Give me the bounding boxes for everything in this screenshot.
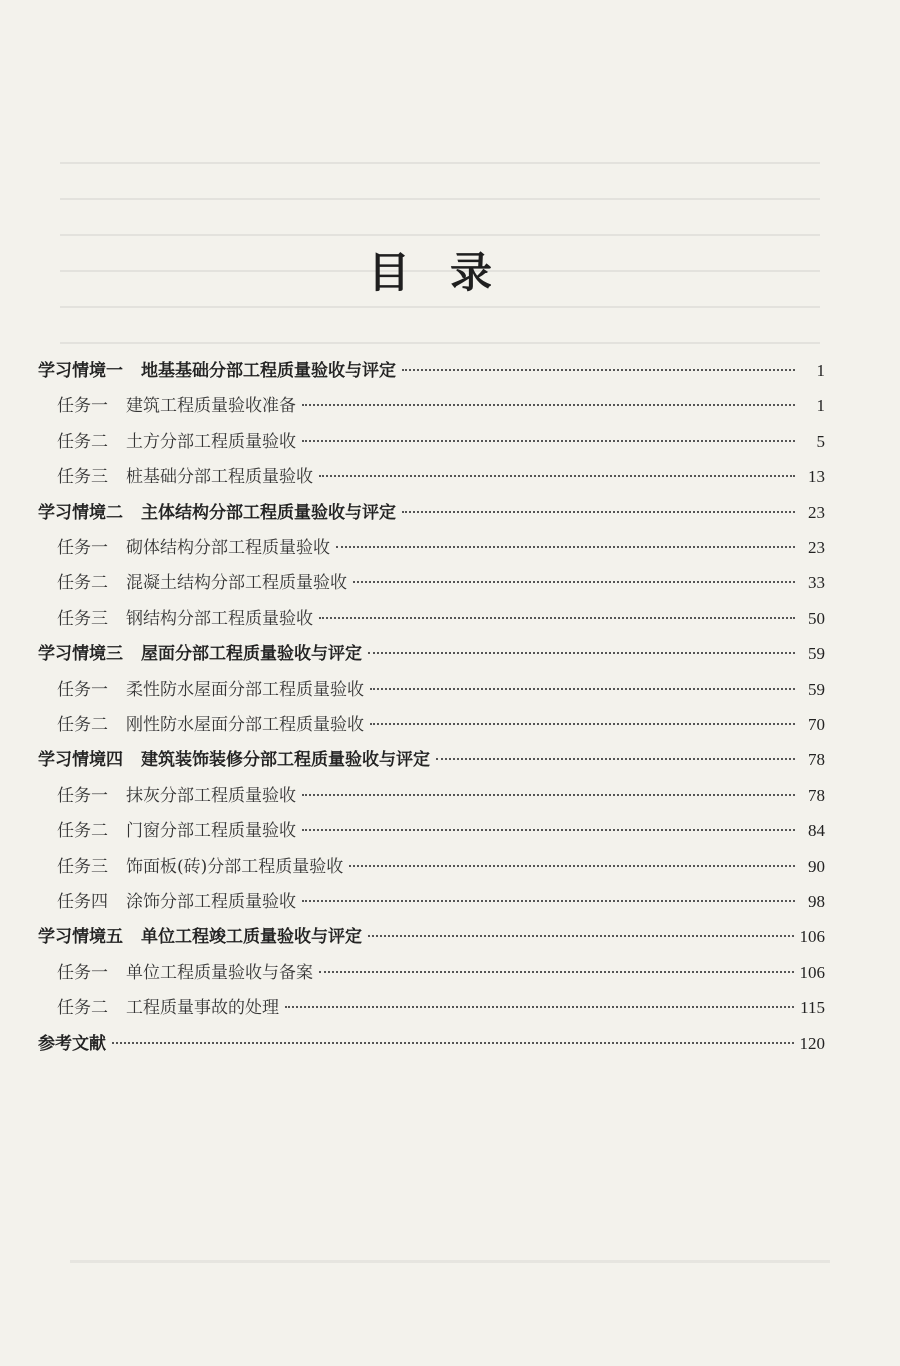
page-number: 1 — [816, 361, 825, 380]
entry-title: 工程质量事故的处理 — [126, 998, 279, 1019]
entry-number: 任务一 — [57, 962, 108, 983]
page-number: 50 — [808, 608, 825, 628]
entry-number: 任务三 — [57, 467, 108, 488]
dot-leader — [370, 688, 795, 690]
entry-number: 任务二 — [57, 715, 108, 735]
toc-task-entry[interactable] — [57, 887, 825, 917]
toc-task-entry[interactable] — [57, 533, 825, 563]
entry-label — [57, 533, 330, 558]
page-number: 90 — [808, 856, 825, 876]
page-number: 106 — [799, 962, 825, 982]
entry-label — [57, 781, 296, 806]
toc-task-entry[interactable] — [57, 852, 825, 882]
entry-title: 抹灰分部工程质量验收 — [126, 785, 296, 806]
page-number: 13 — [808, 467, 825, 487]
entry-number: 学习情境五 — [38, 927, 123, 948]
toc-task-entry[interactable] — [57, 462, 825, 492]
page-number: 1 — [816, 396, 825, 416]
entry-label — [57, 462, 313, 487]
entry-number: 任务二 — [57, 821, 108, 842]
entry-title: 门窗分部工程质量验收 — [126, 821, 296, 842]
page-number: 23 — [808, 502, 825, 522]
dot-leader — [349, 865, 795, 867]
page-number: 78 — [808, 750, 825, 770]
entry-title: 参考文献 — [38, 1033, 106, 1054]
page-number: 33 — [808, 573, 825, 593]
page-number: 120 — [799, 1033, 825, 1053]
dot-leader — [402, 369, 795, 371]
entry-title: 建筑工程质量验收准备 — [126, 396, 296, 417]
toc-task-entry[interactable] — [57, 568, 825, 598]
entry-label — [57, 568, 347, 593]
entry-label — [57, 675, 364, 700]
entry-label — [38, 498, 396, 523]
toc-task-entry[interactable] — [57, 958, 825, 988]
toc-section-entry[interactable] — [38, 745, 825, 775]
entry-number: 学习情境三 — [38, 644, 123, 665]
entry-number: 任务二 — [57, 998, 108, 1019]
page-title: 目录 — [367, 248, 532, 297]
dot-leader — [370, 723, 795, 725]
toc-task-entry[interactable] — [57, 391, 825, 421]
entry-label — [38, 639, 362, 664]
bleed-through-texture — [70, 1250, 830, 1280]
toc-task-entry[interactable] — [57, 816, 825, 846]
dot-leader — [319, 617, 795, 619]
entry-title: 单位工程竣工质量验收与评定 — [141, 927, 362, 948]
toc-task-entry[interactable] — [57, 427, 825, 457]
entry-label — [38, 356, 396, 381]
entry-title: 柔性防水屋面分部工程质量验收 — [126, 679, 364, 700]
toc-section-entry[interactable] — [38, 1029, 825, 1059]
dot-leader — [302, 794, 795, 796]
toc-task-entry[interactable] — [57, 710, 825, 740]
entry-title: 涂饰分部工程质量验收 — [126, 892, 296, 912]
dot-leader — [302, 829, 795, 831]
toc-task-entry[interactable] — [57, 993, 825, 1023]
page-number: 23 — [808, 538, 825, 557]
entry-label — [57, 852, 343, 877]
toc-task-entry[interactable] — [57, 781, 825, 811]
dot-leader — [436, 758, 795, 760]
entry-number: 任务三 — [57, 608, 108, 629]
page-number: 115 — [800, 998, 825, 1018]
dot-leader — [319, 475, 795, 477]
page-number: 78 — [808, 785, 825, 805]
entry-title: 桩基础分部工程质量验收 — [126, 467, 313, 488]
entry-label — [57, 427, 296, 452]
entry-title: 混凝土结构分部工程质量验收 — [126, 573, 347, 594]
page-number: 98 — [808, 892, 825, 911]
page-number: 59 — [808, 679, 825, 699]
toc-section-entry[interactable] — [38, 639, 825, 669]
entry-number: 任务四 — [57, 892, 108, 912]
entry-title: 饰面板(砖)分部工程质量验收 — [126, 856, 344, 877]
entry-number: 学习情境四 — [38, 750, 123, 771]
entry-label — [57, 816, 296, 841]
entry-label — [57, 958, 313, 983]
entry-title: 主体结构分部工程质量验收与评定 — [141, 502, 396, 523]
entry-label — [57, 710, 364, 735]
page-number: 106 — [799, 927, 825, 947]
dot-leader — [336, 546, 795, 548]
entry-title: 单位工程质量验收与备案 — [126, 962, 313, 983]
entry-title: 砌体结构分部工程质量验收 — [126, 538, 330, 558]
entry-number: 任务一 — [57, 785, 108, 806]
entry-number: 任务一 — [57, 538, 108, 558]
dot-leader — [302, 900, 795, 902]
page-number: 59 — [808, 644, 825, 664]
entry-number: 任务一 — [57, 679, 108, 700]
entry-label — [38, 1029, 106, 1054]
toc-section-entry[interactable] — [38, 498, 825, 528]
entry-label — [57, 993, 279, 1018]
entry-label — [57, 887, 296, 912]
entry-title: 刚性防水屋面分部工程质量验收 — [126, 715, 364, 735]
dot-leader — [302, 440, 795, 442]
entry-label — [57, 391, 296, 416]
dot-leader — [319, 971, 794, 973]
entry-title: 建筑装饰装修分部工程质量验收与评定 — [141, 750, 430, 771]
dot-leader — [402, 511, 795, 513]
entry-number: 任务二 — [57, 431, 108, 452]
dot-leader — [302, 404, 795, 406]
page-number: 5 — [816, 431, 825, 451]
page-number: 84 — [808, 821, 825, 841]
toc-task-entry[interactable] — [57, 675, 825, 705]
entry-title: 土方分部工程质量验收 — [126, 431, 296, 452]
entry-title: 屋面分部工程质量验收与评定 — [141, 644, 362, 665]
entry-number: 学习情境一 — [38, 361, 123, 381]
entry-number: 任务一 — [57, 396, 108, 417]
dot-leader — [368, 652, 795, 654]
entry-label — [38, 745, 430, 770]
entry-label — [57, 604, 313, 629]
dot-leader — [112, 1042, 794, 1044]
dot-leader — [368, 935, 794, 937]
toc-task-entry[interactable] — [57, 604, 825, 634]
dot-leader — [353, 581, 795, 583]
entry-number: 任务二 — [57, 573, 108, 594]
entry-title: 地基基础分部工程质量验收与评定 — [141, 361, 396, 381]
page-number: 70 — [808, 715, 825, 734]
entry-number: 任务三 — [57, 856, 108, 877]
entry-title: 钢结构分部工程质量验收 — [126, 608, 313, 629]
dot-leader — [285, 1006, 794, 1008]
entry-number: 学习情境二 — [38, 502, 123, 523]
toc-section-entry[interactable] — [38, 922, 825, 952]
toc-section-entry[interactable] — [38, 356, 825, 386]
entry-label — [38, 922, 362, 947]
